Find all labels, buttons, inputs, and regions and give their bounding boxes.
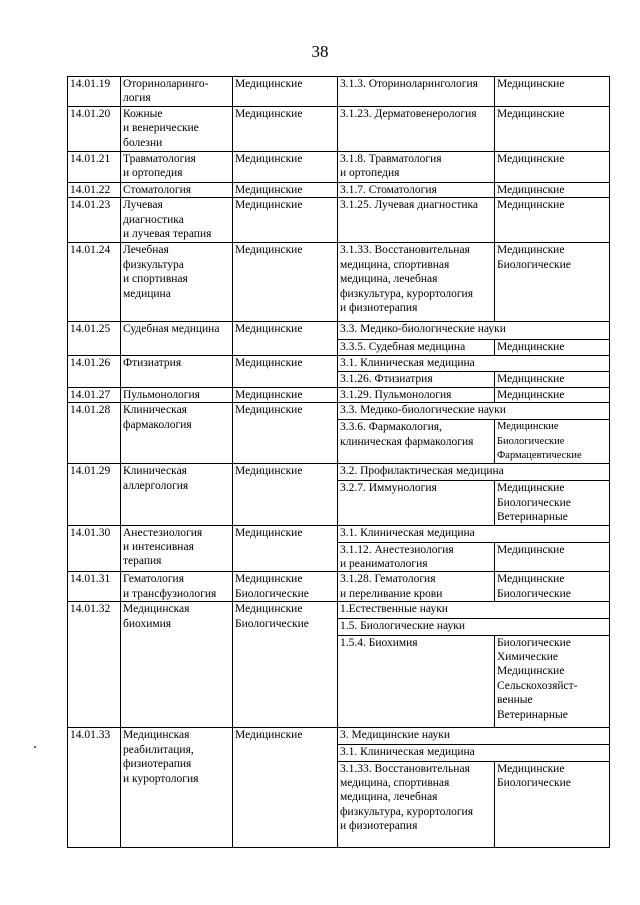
new-specialty-cell: 3.1.8. Травматология и ортопедия — [338, 152, 495, 183]
new-specialty-cell: 3.1.28. Гематология и переливание крови — [338, 572, 495, 602]
science-field-cell: Медицинские Биологические — [233, 602, 338, 728]
group-header-cell: 3.1. Клиническая медицина — [338, 356, 610, 372]
code-cell: 14.01.20 — [68, 107, 121, 152]
new-field-cell: Медицинские — [495, 183, 610, 198]
new-field-cell: Медицинские — [495, 542, 610, 572]
new-field-cell: Медицинские — [495, 152, 610, 183]
new-specialty-cell: 3.1.23. Дерматовенерология — [338, 107, 495, 152]
group-header-cell: 3.1. Клиническая медицина — [338, 745, 610, 761]
new-specialty-cell: 3.1.29. Пульмонология — [338, 387, 495, 402]
specialty-name-cell: Лечебная физкультура и спортивная медицина — [121, 243, 233, 322]
page-number: 38 — [311, 42, 329, 61]
science-field-cell: Медицинские — [233, 403, 338, 464]
science-field-cell: Медицинские — [233, 525, 338, 572]
new-specialty-cell: 3.1.3. Оториноларингология — [338, 77, 495, 107]
new-specialty-cell: 3.2.7. Иммунология — [338, 481, 495, 525]
code-cell: 14.01.24 — [68, 243, 121, 322]
specialty-name-cell: Судебная медицина — [121, 322, 233, 356]
code-cell: 14.01.23 — [68, 198, 121, 243]
science-field-cell: Медицинские — [233, 728, 338, 848]
group-header-cell: 3.3. Медико-биологические науки — [338, 322, 610, 340]
code-cell: 14.01.21 — [68, 152, 121, 183]
new-specialty-cell: 3.1.33. Восстановительная медицина, спортивная медицина, лечебная физкультура, курортология и физиотерапия — [338, 243, 495, 322]
table-row — [68, 387, 610, 402]
new-field-cell: Медицинские — [495, 77, 610, 107]
specialty-name-cell: Фтизиатрия — [121, 356, 233, 387]
table-row — [68, 572, 610, 602]
group-header-cell: 1.5. Биологические науки — [338, 619, 610, 635]
new-field-cell: Медицинские Биологические Фармацевтические — [495, 420, 610, 464]
scan-speck — [34, 746, 36, 748]
new-field-cell: Медицинские — [495, 107, 610, 152]
specialty-correspondence-table — [67, 76, 610, 848]
table-row — [68, 602, 610, 619]
science-field-cell: Медицинские Биологические — [233, 572, 338, 602]
new-field-cell: Медицинские — [495, 339, 610, 356]
new-specialty-cell: 1.5.4. Биохимия — [338, 635, 495, 728]
new-field-cell: Медицинские — [495, 387, 610, 402]
science-field-cell: Медицинские — [233, 183, 338, 198]
specialty-name-cell: Стоматология — [121, 183, 233, 198]
table-row — [68, 198, 610, 243]
science-field-cell: Медицинские — [233, 356, 338, 387]
table-row — [68, 728, 610, 745]
table-row — [68, 243, 610, 322]
science-field-cell: Медицинские — [233, 243, 338, 322]
group-header-cell: 3. Медицинские науки — [338, 728, 610, 745]
new-field-cell: Медицинские — [495, 372, 610, 387]
specialty-name-cell: Пульмонология — [121, 387, 233, 402]
specialty-name-cell: Кожные и венерические болезни — [121, 107, 233, 152]
code-cell: 14.01.29 — [68, 464, 121, 525]
specialty-name-cell: Лучевая диагностика и лучевая терапия — [121, 198, 233, 243]
science-field-cell: Медицинские — [233, 387, 338, 402]
code-cell: 14.01.31 — [68, 572, 121, 602]
specialty-name-cell: Оториноларинго- логия — [121, 77, 233, 107]
science-field-cell: Медицинские — [233, 322, 338, 356]
specialty-name-cell: Клиническая аллергология — [121, 464, 233, 525]
new-specialty-cell: 3.1.25. Лучевая диагностика — [338, 198, 495, 243]
group-header-cell: 3.3. Медико-биологические науки — [338, 403, 610, 420]
new-field-cell: Медицинские Биологические — [495, 572, 610, 602]
code-cell: 14.01.30 — [68, 525, 121, 572]
code-cell: 14.01.22 — [68, 183, 121, 198]
table-row — [68, 464, 610, 481]
code-cell: 14.01.32 — [68, 602, 121, 728]
specialty-name-cell: Медицинская реабилитация, физиотерапия и курортология — [121, 728, 233, 848]
group-header-cell: 1.Естественные науки — [338, 602, 610, 619]
table-row — [68, 356, 610, 372]
code-cell: 14.01.28 — [68, 403, 121, 464]
code-cell: 14.01.33 — [68, 728, 121, 848]
new-field-cell: Медицинские Биологические — [495, 243, 610, 322]
new-specialty-cell: 3.1.26. Фтизиатрия — [338, 372, 495, 387]
table-row — [68, 322, 610, 340]
table-row — [68, 183, 610, 198]
new-specialty-cell: 3.3.6. Фармакология, клиническая фармакология — [338, 420, 495, 464]
code-cell: 14.01.25 — [68, 322, 121, 356]
new-field-cell: Медицинские — [495, 198, 610, 243]
table-row — [68, 152, 610, 183]
new-specialty-cell: 3.1.33. Восстановительная медицина, спортивная медицина, лечебная физкультура, курортология и физиотерапия — [338, 761, 495, 848]
specialty-name-cell: Клиническая фармакология — [121, 403, 233, 464]
new-specialty-cell: 3.3.5. Судебная медицина — [338, 339, 495, 356]
code-cell: 14.01.19 — [68, 77, 121, 107]
science-field-cell: Медицинские — [233, 464, 338, 525]
science-field-cell: Медицинские — [233, 152, 338, 183]
table-row — [68, 77, 610, 107]
group-header-cell: 3.2. Профилактическая медицина — [338, 464, 610, 481]
table-row — [68, 525, 610, 542]
table-row — [68, 107, 610, 152]
new-field-cell: Биологические Химические Медицинские Сельскохозяйст- венные Ветеринарные — [495, 635, 610, 728]
specialty-name-cell: Травматология и ортопедия — [121, 152, 233, 183]
new-field-cell: Медицинские Биологические Ветеринарные — [495, 481, 610, 525]
new-field-cell: Медицинские Биологические — [495, 761, 610, 848]
code-cell: 14.01.27 — [68, 387, 121, 402]
new-specialty-cell: 3.1.7. Стоматология — [338, 183, 495, 198]
table-row — [68, 403, 610, 420]
specialty-name-cell: Медицинская биохимия — [121, 602, 233, 728]
new-specialty-cell: 3.1.12. Анестезиология и реаниматология — [338, 542, 495, 572]
science-field-cell: Медицинские — [233, 77, 338, 107]
specialty-name-cell: Гематология и трансфузиология — [121, 572, 233, 602]
science-field-cell: Медицинские — [233, 107, 338, 152]
group-header-cell: 3.1. Клиническая медицина — [338, 525, 610, 542]
code-cell: 14.01.26 — [68, 356, 121, 387]
specialty-name-cell: Анестезиология и интенсивная терапия — [121, 525, 233, 572]
science-field-cell: Медицинские — [233, 198, 338, 243]
